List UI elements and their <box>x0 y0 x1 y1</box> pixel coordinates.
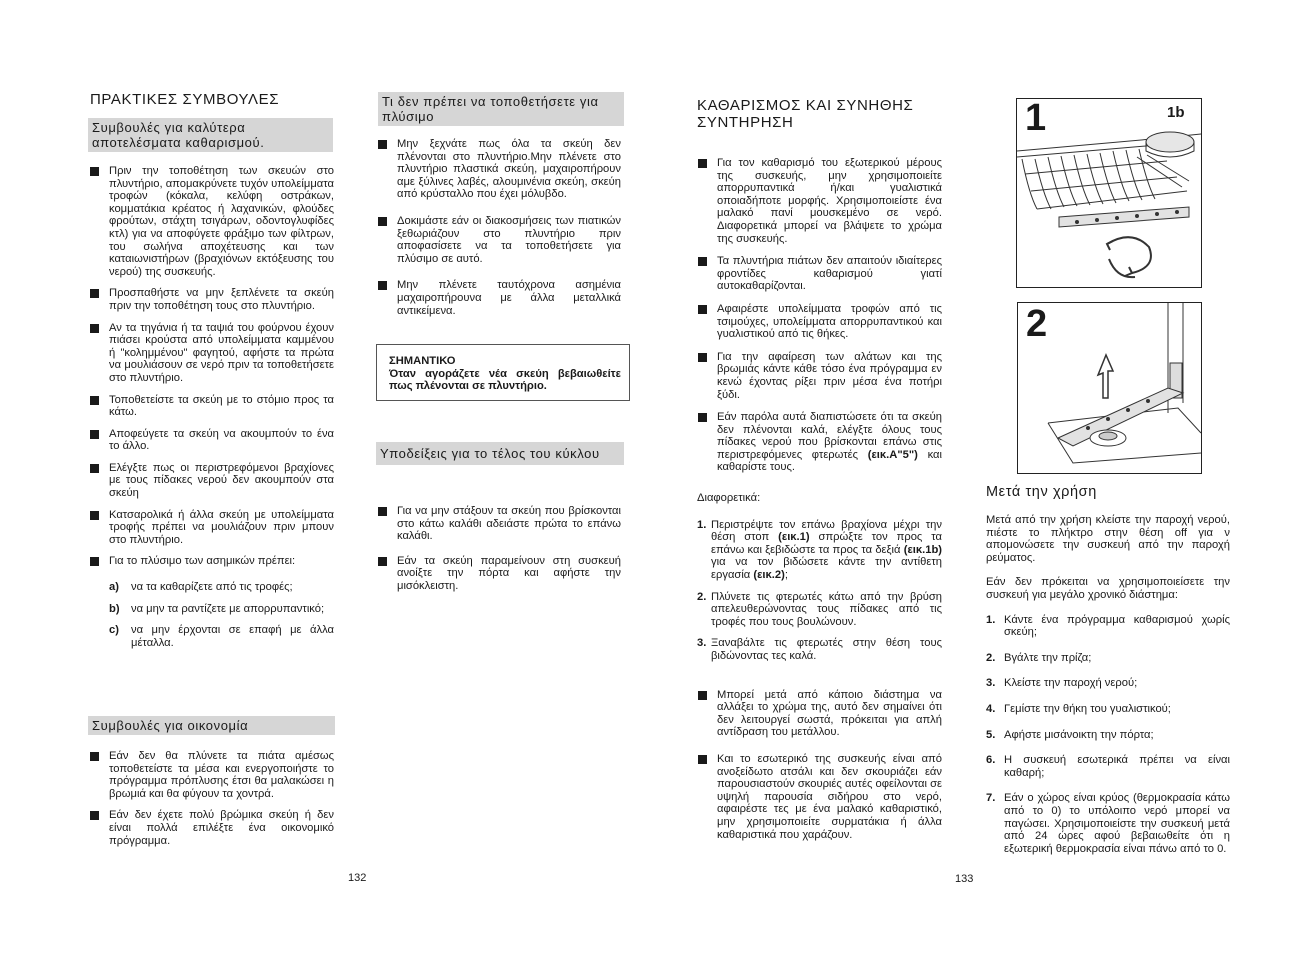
after-use-heading: Μετά την χρήση <box>986 484 1097 500</box>
numbered-step: 4. Γεμίστε την θήκη του γυαλιστικού; <box>986 702 1171 715</box>
cleaning-list-a <box>697 157 942 850</box>
numbered-step: 1. Περιστρέψτε τον επάνω βραχίονα μέχρι την θέση στοπ (εικ.1) σπρώξτε τον προς τα επάνω και ξεβιδώστε τα προς τα δεξιά (εικ.1b) για να τον βιδώσετε κάντε την αντίθετη εργασία (εικ.2); <box>697 518 943 582</box>
section-heading-better-cleaning: Συμβουλές για καλύτερα αποτελέσματα καθαρισμού. <box>88 118 333 152</box>
square-bullet-icon <box>90 396 99 405</box>
square-bullet-icon <box>90 811 99 820</box>
lower-tub-spray-arm-drawing <box>1018 303 1201 473</box>
list-item: Κατσαρολικά ή άλλα σκεύη με υπολείμματα τροφής πρέπει να μουλιάζουν πριν μπουν στο πλυντήριο. <box>89 509 334 547</box>
square-bullet-icon <box>90 167 99 176</box>
sub-item: b) να μην τα ραντίζετε με απορρυπαντικό; <box>109 602 325 615</box>
sub-item: a) να τα καθαρίζετε από τις τροφές; <box>109 581 293 594</box>
important-notice-box <box>376 344 630 401</box>
square-bullet-icon <box>378 140 387 149</box>
figure-1-upper-spray-arm <box>1016 98 1202 288</box>
section-heading-end-of-cycle: Υποδείξεις για το τέλος του κύκλου <box>376 442 624 465</box>
list-item: Για να μην στάξουν τα σκεύη που βρίσκονται στο κάτω καλάθι αδειάστε πρώτα το επάνω καλάθι. <box>377 505 621 543</box>
upper-basket-spray-arm-drawing <box>1017 99 1201 287</box>
list-item: Και το εσωτερικό της συσκευής είναι από ανοξείδωτο ατσάλι και δεν σκουριάζει εάν παρουσιαστούν σκουριές αυτές οφείλονται σε υψηλή παρουσία σιδήρου στο νερό, αφαιρέστε τες με ένα μαλακό καθαριστικό, μην χρησιμοποιείτε συρματάκια ή άλλα καθαριστικά που χαράζουν. <box>697 753 942 841</box>
after-use-paragraph-1: Μετά από την χρήση κλείστε την παροχή νερού, πιέστε το πλήκτρο στην θέση off για ν απομονώσετε την συσκευή από την παροχή ρεύματος. <box>986 514 1230 564</box>
section-heading-economy: Συμβουλές για οικονομία <box>88 716 335 735</box>
numbered-step: 3. Κλείστε την παροχή νερού; <box>986 677 1138 690</box>
better-cleaning-list <box>89 165 334 658</box>
silver-sublist <box>89 581 334 649</box>
square-bullet-icon <box>378 281 387 290</box>
square-bullet-icon <box>90 430 99 439</box>
after-use-paragraph-2: Εάν δεν πρόκειται να χρησιμοποιείσετε την συσκευή για μεγάλο χρονικό διάστημα: <box>986 576 1230 601</box>
square-bullet-icon <box>378 557 387 566</box>
square-bullet-icon <box>698 353 707 362</box>
numbered-step: 5. Αφήστε μισάνοικτη την πόρτα; <box>986 728 1154 741</box>
list-item: Για το πλύσιμο των ασημικών πρέπει: <box>89 555 334 568</box>
numbered-step: 7. Εάν ο χώρος είναι κρύος (θερμοκρασία κάτω από το 0) το υπόλοιπο νερό μπορεί να παγώσει. Χρησιμοποιείστε την συσκευή μετά από 24 ώρες αφού βεβαιωθείτε ότι η εξωτερική θερμοκρασία είναι πάνω από το 0. <box>986 792 1230 855</box>
list-item: Μπορεί μετά από κάποιο διάστημα να αλλάξει το χρώμα της, αυτό δεν σημαίνει ότι δεν λειτουργεί σωστά, πρόκειται για απλή αντίδραση του μετάλλου. <box>697 689 942 739</box>
after-use-section <box>986 514 1230 864</box>
list-item: Αποφεύγετε τα σκεύη να ακουμπούν το ένα το άλλο. <box>89 428 334 453</box>
list-item: Πριν την τοποθέτηση των σκευών στο πλυντήριο, απομακρύνετε τυχόν υπολείμματα τροφών (κόκαλα, κελύφη οστράκων, κομματάκια κρέατος ή λαχανικών, φλούδες φρούτων, στάχτη τσιγάρων, οδοντογλυφίδες κτλ) για να αποφύγετε φράξιμο των φίλτρων, του σωλήνα αποχέτευσης και των καταιωνιστήρων (βραχιόνων εκτόξευσης του νερού) της συσκευής. <box>89 165 334 278</box>
economy-list <box>89 750 334 856</box>
list-item: Τα πλυντήρια πιάτων δεν απαιτούν ιδιαίτερες φροντίδες καθαρισμού γιατί αυτοκαθαρίζονται. <box>697 255 942 293</box>
square-bullet-icon <box>90 557 99 566</box>
square-bullet-icon <box>698 305 707 314</box>
end-of-cycle-list <box>377 505 621 602</box>
list-item: Αν τα τηγάνια ή τα ταψιά του φούρνου έχουν πιάσει κρούστα από υπολείμματα καμμένου ή "κολημμένου" φαγητού, αφήστε τα πρώτα να μουλιάσουν σε νερό πριν τα τοποθετήσετε στο πλυντήριο. <box>89 322 334 385</box>
numbered-step: 3. Ξαναβάλτε τις φτερωτές στην θέση τους βιδώνοντας τες καλά. <box>697 637 942 662</box>
figure-1-number: 1 <box>1025 97 1047 139</box>
important-title: ΣΗΜΑΝΤΙΚΟ <box>389 355 456 367</box>
list-item: Για την αφαίρεση των αλάτων και της βρωμιάς κάντε κάθε τόσο ένα πρόγραμμα εν κενώ έχοντας ρίξει πριν μέσα ένα ποτήρι ξύδι. <box>697 351 942 401</box>
square-bullet-icon <box>698 257 707 266</box>
list-item: Εάν τα σκεύη παραμείνουν στη συσκευή ανοίξτε την πόρτα και αφήστε την μισόκλειστη. <box>377 555 621 593</box>
page-number-right: 133 <box>955 873 974 885</box>
list-item: Ελέγξτε πως οι περιστρεφόμενοι βραχίονες με τους πίδακες νερού δεν ακουμπούν στα σκεύη <box>89 462 334 500</box>
list-item: Δοκιμάστε εάν οι διακοσμήσεις των πιατικών ξεθωριάζουν στο πλυντήριο πριν αποφασίσετε να τα τοποθετήσετε για πλύσιμο σε αυτό. <box>377 215 621 265</box>
figure-2-lower-spray-arm <box>1017 302 1202 474</box>
sub-item: c) να μην έρχονται σε επαφή με άλλα μέταλλα. <box>109 624 334 649</box>
figure-2-number: 2 <box>1026 303 1048 345</box>
numbered-step: 1. Κάντε ένα πρόγραμμα καθαρισμού χωρίς σκεύη; <box>986 613 1230 639</box>
square-bullet-icon <box>698 159 707 168</box>
square-bullet-icon <box>90 324 99 333</box>
page-title-practical-tips: ΠΡΑΚΤΙΚΕΣ ΣΥΜΒΟΥΛΕΣ <box>90 91 280 108</box>
page-number-left: 132 <box>348 872 367 884</box>
list-item: Μην πλένετε ταυτόχρονα ασημένια μαχαιροπήρουνα με άλλα μεταλλικά αντικείμενα. <box>377 279 621 317</box>
list-item: Τοποθετείστε τα σκεύη με το στόμιο προς τα κάτω. <box>89 394 334 419</box>
list-item: Αφαιρέστε υπολείμματα τροφών από τις τσιμούχες, υπολείμματα απορρυπαντικού και γυαλιστικού από τις θήκες. <box>697 303 942 341</box>
do-not-wash-list <box>377 138 621 326</box>
list-item: Για τον καθαρισμό του εξωτερικού μέρους της συσκευής, μην χρησιμοποιείτε απορρυπαντικά ή/και γυαλιστικά οποιαδήποτε μορφής. Χρησιμοποιείστε ένα μαλακό πανί μουσκεμένο σε νερό. Διαφορετικά μπορεί να βλάψετε το χρώμα της συσκευής. <box>697 157 942 245</box>
square-bullet-icon <box>698 691 707 700</box>
numbered-step: 2. Βγάλτε την πρίζα; <box>986 651 1092 664</box>
important-text: Όταν αγοράζετε νέα σκεύη βεβαιωθείτε πως πλένονται σε πλυντήριο. <box>389 367 621 393</box>
numbered-step: 2. Πλύνετε τις φτερωτές κάτω από την βρύση απελευθερώνοντας τους πίδακες από τις τροφές που τους βουλώνουν. <box>697 590 942 628</box>
square-bullet-icon <box>378 217 387 226</box>
figure-1b-label: 1b <box>1167 104 1185 121</box>
otherwise-label: Διαφορετικά: <box>697 492 761 505</box>
list-item: Εάν δεν θα πλύνετε τα πιάτα αμέσως τοποθετείστε τα μέσα και ενεργοποιήστε το πρόγραμμα πρόπλυσης έτσι θα μαλακώσει η βρωμιά και θα φύγουν τα χοντρά. <box>89 750 334 800</box>
square-bullet-icon <box>378 507 387 516</box>
list-item: Μην ξεχνάτε πως όλα τα σκεύη δεν πλένονται στο πλυντήριο.Μην πλένετε στο πλυντήριο πλαστικά σκεύη, μαχαιροπήρουν αμε ξύλινες λαβές, αλουμινένια σκεύη, σκεύη από κρύσταλλο που έχει μόλυβδο. <box>377 138 621 201</box>
square-bullet-icon <box>698 413 707 422</box>
list-item: Εάν παρόλα αυτά διαπιστώσετε ότι τα σκεύη δεν πλένονται καλά, ελέγξτε όλους τους πίδακες νερού που βρίσκονται επάνω στις περιστρεφόμενες φτερωτές (εικ.A"5") και καθαρίστε τους. <box>697 411 942 474</box>
square-bullet-icon <box>698 755 707 764</box>
numbered-step: 6. Η συσκευή εσωτερικά πρέπει να είναι καθαρή; <box>986 754 1230 779</box>
square-bullet-icon <box>90 511 99 520</box>
section-heading-do-not-wash: Τι δεν πρέπει να τοποθετήσετε για πλύσιμο <box>378 92 624 126</box>
list-item: Εάν δεν έχετε πολύ βρώμικα σκεύη ή δεν είναι πολλά επιλέξτε ένα οικονομικό πρόγραμμα. <box>89 809 334 847</box>
square-bullet-icon <box>90 464 99 473</box>
square-bullet-icon <box>90 289 99 298</box>
page-title-cleaning: ΚΑΘΑΡΙΣΜΟΣ ΚΑΙ ΣΥΝΗΘΗΣ ΣΥΝΤΗΡΗΣΗ <box>697 97 914 131</box>
list-item: Προσπαθήστε να μην ξεπλένετε τα σκεύη πριν την τοποθέτηση τους στο πλυντήριο. <box>89 287 334 312</box>
square-bullet-icon <box>90 752 99 761</box>
